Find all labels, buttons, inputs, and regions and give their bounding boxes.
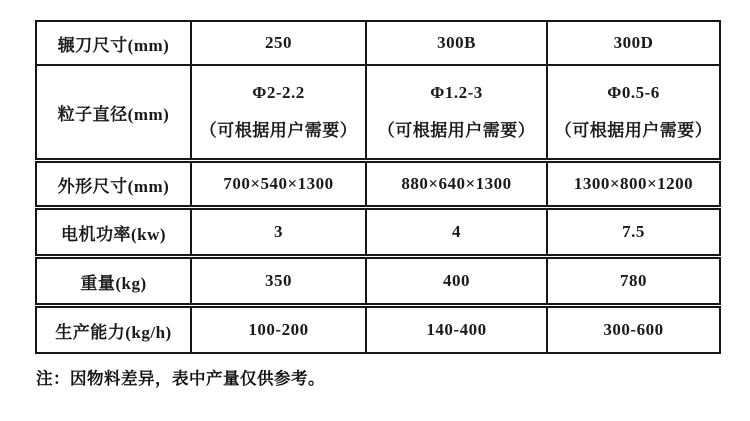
spec-cell: 7.5: [547, 208, 720, 257]
spec-cell: 350: [191, 257, 366, 306]
row-label-overall-dimensions: 外形尺寸(mm): [36, 161, 191, 208]
spec-cell: 4: [366, 208, 547, 257]
spec-cell: 1300×800×1200: [547, 161, 720, 208]
spec-table: [35, 20, 721, 354]
spec-cell: 250: [191, 21, 366, 65]
table-row: [36, 306, 720, 354]
spec-value-line1: Φ2-2.2: [252, 83, 305, 102]
spec-value-line2: （可根据用户需要）: [199, 121, 358, 140]
note-text: 注：因物料差异，表中产量仅供参考。: [36, 369, 325, 388]
spec-cell: 300-600: [547, 306, 720, 354]
spec-value-line1: Φ0.5-6: [607, 83, 660, 102]
spec-cell: 300B: [366, 21, 547, 65]
spec-cell: 100-200: [191, 306, 366, 354]
spec-cell: 140-400: [366, 306, 547, 354]
spec-cell: 400: [366, 257, 547, 306]
spec-value-line1: Φ1.2-3: [430, 83, 483, 102]
spec-cell: 300D: [547, 21, 720, 65]
row-label-production-capacity: 生产能力(kg/h): [36, 306, 191, 354]
spec-cell: 3: [191, 208, 366, 257]
row-label-roller-knife-size: 辗刀尺寸(mm): [36, 21, 191, 65]
spec-cell: [547, 65, 720, 161]
table-row: [36, 21, 720, 65]
spec-value-line2: （可根据用户需要）: [554, 121, 713, 140]
spec-cell: [366, 65, 547, 161]
table-row: [36, 208, 720, 257]
spec-value-line2: （可根据用户需要）: [377, 121, 536, 140]
table-row: [36, 161, 720, 208]
spec-cell: [191, 65, 366, 161]
row-label-particle-diameter: 粒子直径(mm): [36, 65, 191, 161]
spec-cell: 880×640×1300: [366, 161, 547, 208]
row-label-weight: 重量(kg): [36, 257, 191, 306]
spec-cell: 700×540×1300: [191, 161, 366, 208]
table-row: [36, 257, 720, 306]
row-label-motor-power: 电机功率(kw): [36, 208, 191, 257]
table-row: [36, 65, 720, 161]
spec-cell: 780: [547, 257, 720, 306]
